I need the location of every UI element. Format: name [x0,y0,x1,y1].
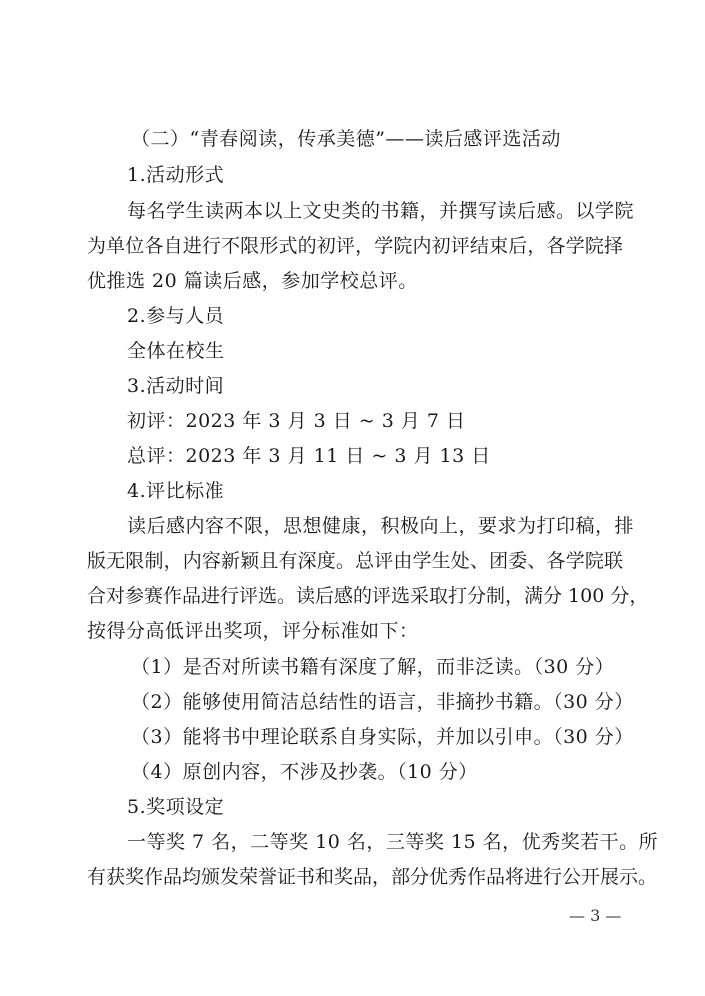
criteria-item-3: （3）能将书中理论联系自身实际，并加以引申。（30 分） [131,726,634,748]
participants-heading: 2.参与人员 [127,305,225,327]
criteria-paragraph-line-1: 读后感内容不限，思想健康，积极向上，要求为打印稿，排 [127,515,635,537]
form-paragraph-line-2: 为单位各自进行不限形式的初评，学院内初评结束后，各学院择 [87,235,623,257]
participants-text: 全体在校生 [127,340,225,362]
criteria-item-2: （2）能够使用简洁总结性的语言，非摘抄书籍。（30 分） [131,691,634,713]
awards-heading: 5.奖项设定 [127,796,225,818]
form-paragraph-line-3: 优推选 20 篇读后感，参加学校总评。 [87,270,418,292]
time-preliminary: 初评：2023 年 3 月 3 日 ~ 3 月 7 日 [127,410,466,432]
awards-paragraph-line-2: 有获奖作品均颁发荣誉证书和奖品，部分优秀作品将进行公开展示。 [87,866,658,888]
time-heading: 3.活动时间 [127,375,225,397]
criteria-item-4: （4）原创内容，不涉及抄袭。（10 分） [131,761,478,783]
section-heading: （二）“青春阅读，传承美德”——读后感评选活动 [131,128,561,150]
criteria-heading: 4.评比标准 [127,480,225,502]
form-heading: 1.活动形式 [127,164,225,186]
criteria-paragraph-line-2: 版无限制，内容新颖且有深度。总评由学生处、团委、各学院联 [87,550,623,572]
criteria-item-1: （1）是否对所读书籍有深度了解，而非泛读。（30 分） [131,656,615,678]
criteria-paragraph-line-4: 按得分高低评出奖项，评分标准如下： [87,620,419,642]
awards-paragraph-line-1: 一等奖 7 名，二等奖 10 名，三等奖 15 名，优秀奖若干。所 [127,831,659,853]
page-number: — 3 — [569,906,622,925]
time-final: 总评：2023 年 3 月 11 日 ~ 3 月 13 日 [127,445,491,467]
criteria-paragraph-line-3: 合对参赛作品进行评选。读后感的评选采取打分制，满分 100 分， [87,585,649,607]
form-paragraph-line-1: 每名学生读两本以上文史类的书籍，并撰写读后感。以学院 [127,200,635,222]
